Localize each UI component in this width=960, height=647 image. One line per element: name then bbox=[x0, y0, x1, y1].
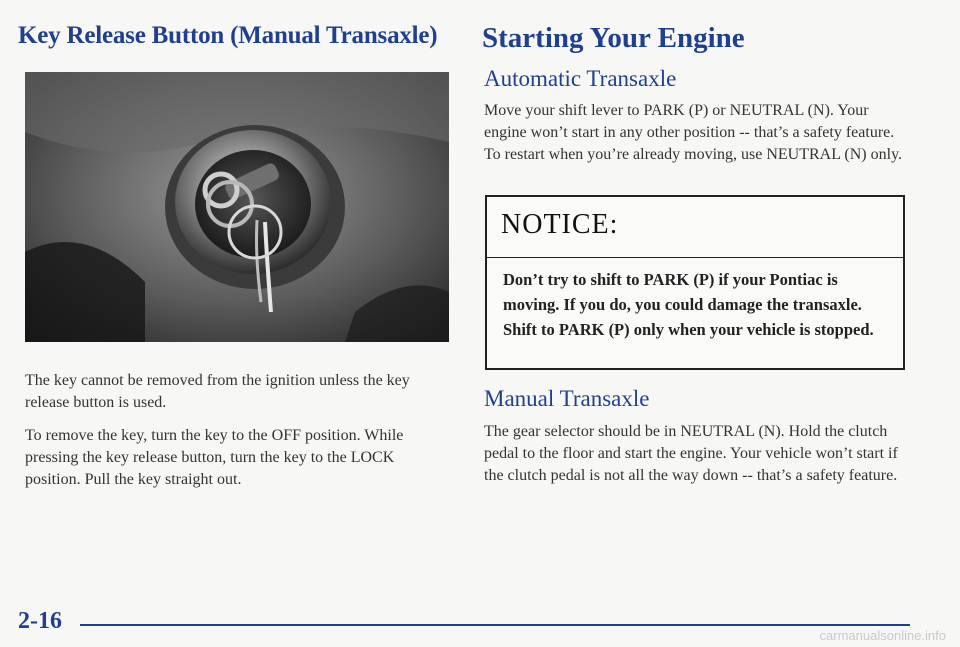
watermark: carmanualsonline.info bbox=[819, 628, 946, 643]
automatic-transaxle-title: Automatic Transaxle bbox=[484, 66, 677, 91]
right-column bbox=[482, 22, 912, 55]
notice-title: NOTICE: bbox=[501, 209, 619, 240]
manual-transaxle-text: The gear selector should be in NEUTRAL (N). Hold the clutch pedal to the floor and start the engine. Your vehicle won’t start if the clutch pedal is not all the way down -- that’s a safety feature. bbox=[484, 423, 898, 484]
notice-text: Don’t try to shift to PARK (P) if your Pontiac is moving. If you do, you could damage the transaxle. Shift to PARK (P) only when your vehicle is stopped. bbox=[503, 270, 874, 339]
key-removal-steps-paragraph: To remove the key, turn the key to the OFF position. While pressing the key release button, turn the key to the LOCK position. Pull the key straight out. bbox=[25, 427, 404, 488]
page-number: 2-16 bbox=[18, 608, 62, 634]
notice-box bbox=[485, 195, 905, 370]
key-removal-paragraph: The key cannot be removed from the ignition unless the key release button is used. bbox=[25, 372, 410, 411]
left-column bbox=[18, 22, 448, 50]
manual-transaxle-title: Manual Transaxle bbox=[484, 386, 650, 411]
ignition-key-photo bbox=[25, 72, 449, 342]
starting-engine-heading: Starting Your Engine bbox=[482, 22, 745, 54]
key-release-heading: Key Release Button (Manual Transaxle) bbox=[18, 22, 438, 49]
footer-rule bbox=[80, 624, 910, 626]
ignition-illustration bbox=[25, 72, 449, 342]
notice-divider bbox=[487, 257, 903, 258]
automatic-transaxle-text: Move your shift lever to PARK (P) or NEUTRAL (N). Your engine won’t start in any other position -- that’s a safety feature. To restart when you’re already moving, use NEUTRAL (N) only. bbox=[484, 102, 903, 163]
